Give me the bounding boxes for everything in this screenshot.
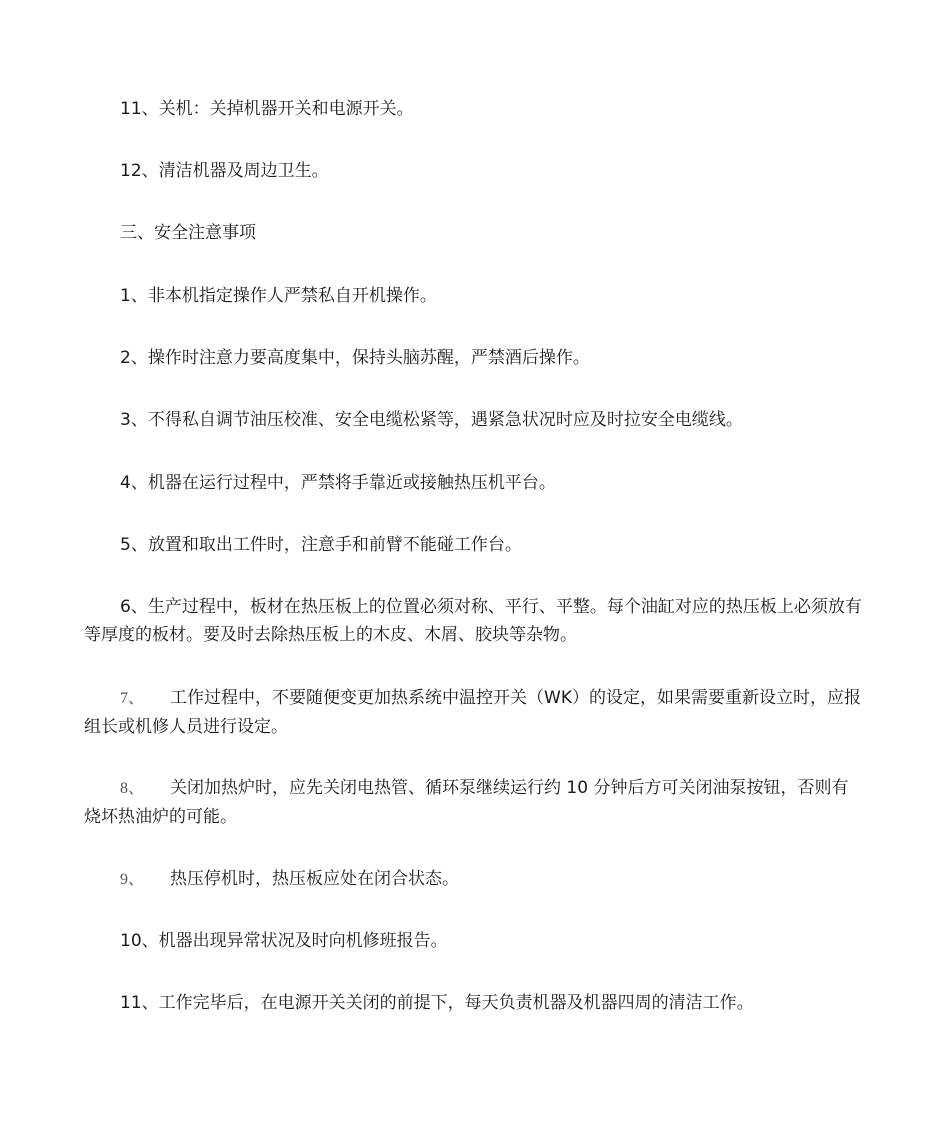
safety-item-6: 6、生产过程中，板材在热压板上的位置必须对称、平行、平整。每个油缸对应的热压板上必须放有等厚度的板材。要及时去除热压板上的木皮、木屑、胶块等杂物。 bbox=[84, 597, 862, 645]
safety-item-9 bbox=[84, 865, 864, 894]
safety-item-3: 3、不得私自调节油压校准、安全电缆松紧等，遇紧急状况时应及时拉安全电缆线。 bbox=[120, 410, 743, 430]
safety-item-2: 2、操作时注意力要高度集中，保持头脑苏醒，严禁酒后操作。 bbox=[120, 348, 590, 368]
safety-item-11: 11、工作完毕后，在电源开关关闭的前提下，每天负责机器及机器四周的清洁工作。 bbox=[120, 993, 754, 1013]
step-11-shutdown: 11、关机：关掉机器开关和电源开关。 bbox=[120, 99, 414, 119]
item-7-number: 7、 bbox=[120, 690, 145, 707]
safety-item-5: 5、放置和取出工件时，注意手和前臂不能碰工作台。 bbox=[120, 535, 522, 555]
item-7-text: 工作过程中，不要随便变更加热系统中温控开关（WK）的设定，如果需要重新设立时，应报组长或机修人员进行设定。 bbox=[84, 688, 861, 737]
step-12-cleaning: 12、清洁机器及周边卫生。 bbox=[120, 161, 329, 181]
safety-item-10: 10、机器出现异常状况及时向机修班报告。 bbox=[120, 931, 448, 951]
item-8-number: 8、 bbox=[120, 780, 145, 797]
item-9-number: 9、 bbox=[120, 871, 145, 888]
safety-item-8 bbox=[84, 774, 864, 831]
safety-item-7 bbox=[84, 684, 864, 741]
item-8-text: 关闭加热炉时，应先关闭电热管、循环泵继续运行约 10 分钟后方可关闭油泵按钮，否则有烧坏热油炉的可能。 bbox=[84, 778, 849, 827]
safety-item-4: 4、机器在运行过程中，严禁将手靠近或接触热压机平台。 bbox=[120, 473, 556, 493]
section-heading-safety: 三、安全注意事项 bbox=[120, 223, 256, 243]
safety-item-1: 1、非本机指定操作人严禁私自开机操作。 bbox=[120, 286, 437, 306]
item-9-text: 热压停机时，热压板应处在闭合状态。 bbox=[170, 869, 460, 889]
